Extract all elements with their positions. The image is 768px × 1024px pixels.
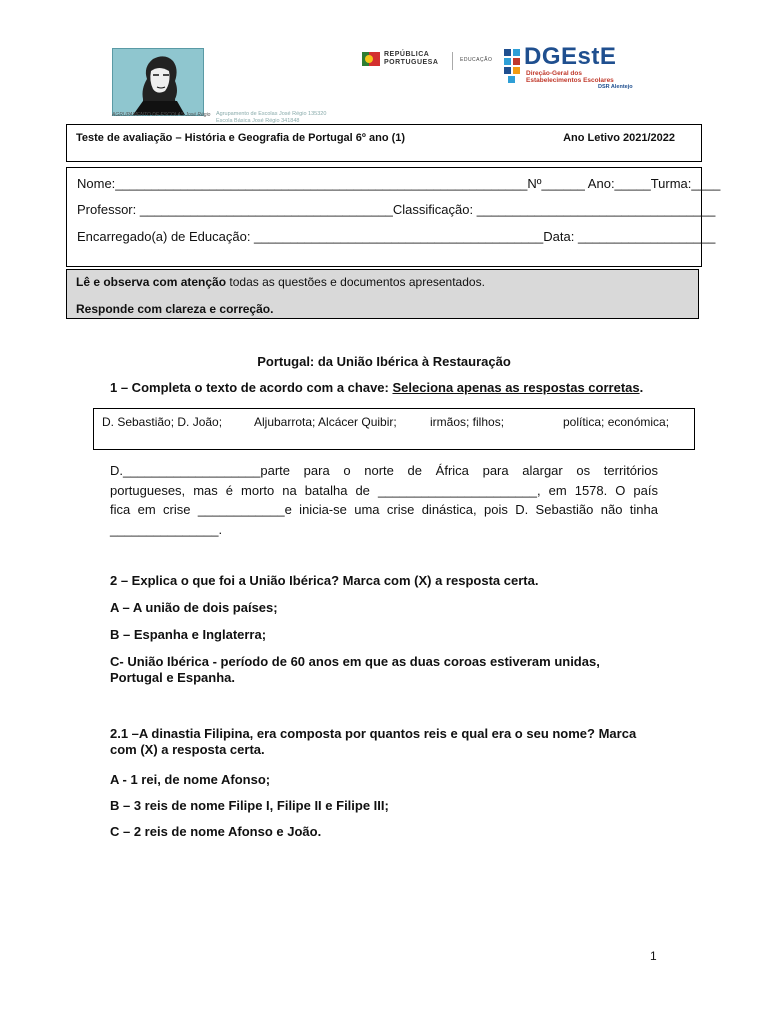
fill-line-1: D.___________________parte para o norte de África para alargar os territórios [110, 463, 658, 478]
republica-text: REPÚBLICA [384, 51, 430, 58]
page-number: 1 [650, 949, 657, 963]
option-2c-line2: Portugal e Espanha. [110, 670, 235, 685]
question-2-1-line2: com (X) a resposta certa. [110, 742, 265, 757]
question-2: 2 – Explica o que foi a União Ibérica? Marca com (X) a resposta certa. [110, 573, 539, 588]
key-item: política; económica; [563, 415, 670, 429]
student-info-box [66, 167, 721, 267]
instruction-rest: todas as questões e documentos apresentados. [226, 275, 485, 289]
name-field[interactable]: Nome:_________________________________________________________Nº______ Ano:_____Turma:____ [77, 176, 721, 191]
header-separator [452, 52, 453, 70]
fill-line-4: _______________. [110, 521, 223, 537]
dgeste-subtitle [526, 70, 614, 84]
question-1-underlined: Seleciona apenas as respostas corretas [392, 380, 640, 395]
instruction-bold: Lê e observa com atenção [76, 275, 227, 289]
school-line-2: Escola Básica José Régio 341848 [216, 118, 300, 124]
instruction-line-1 [76, 275, 485, 289]
school-year: Ano Letivo 2021/2022 [563, 132, 675, 144]
question-1-prefix: 1 – Completa o texto de acordo com a chave: [110, 380, 393, 395]
dgeste-subtitle-line2: Estabelecimentos Escolares [526, 77, 614, 84]
option-21c[interactable]: C – 2 reis de nome Afonso e João. [110, 824, 322, 839]
dgeste-logo-icon [502, 47, 524, 91]
school-address [216, 111, 386, 125]
school-logo-caption: AGRUPAMENTO DE ESCOLAS José Régio [112, 112, 211, 118]
republica-portuguesa-label [384, 51, 438, 67]
option-21a[interactable]: A - 1 rei, de nome Afonso; [110, 772, 271, 787]
option-21b[interactable]: B – 3 reis de nome Filipe I, Filipe II e Filipe III; [110, 798, 389, 813]
option-2a[interactable]: A – A união de dois países; [110, 600, 278, 615]
question-2-1-line1: 2.1 –A dinastia Filipina, era composta por quantos reis e qual era o seu nome? Marca [110, 726, 637, 741]
key-item: D. Sebastião; D. João; [102, 415, 223, 429]
key-item: Aljubarrota; Alcácer Quibir; [254, 415, 397, 429]
test-title-box [66, 124, 702, 162]
portugal-flag-icon [362, 52, 380, 66]
professor-field[interactable]: Professor: ___________________________________Classificação: _________________________________ [77, 202, 716, 217]
dgeste-subtitle-line1: Direção-Geral dos [526, 70, 582, 77]
dgeste-title: DGEstE [524, 43, 617, 70]
option-2c-line1: C- União Ibérica - período de 60 anos em que as duas coroas estiveram unidas, [110, 654, 600, 669]
fill-in-text[interactable] [110, 461, 658, 539]
question-1 [110, 380, 643, 395]
key-item: irmãos; filhos; [430, 415, 505, 429]
dgeste-region: DSR Alentejo [598, 84, 633, 90]
option-2c[interactable] [110, 654, 600, 685]
school-line-1: Agrupamento de Escolas José Régio 135320 [216, 111, 327, 117]
school-logo [112, 48, 204, 116]
question-1-suffix: . [639, 380, 644, 395]
educacao-label: EDUCAÇÃO [460, 57, 493, 63]
test-title: Teste de avaliação – História e Geografia de Portugal 6º ano (1) [76, 132, 406, 144]
instructions-box [66, 269, 699, 319]
answer-key-box [93, 408, 695, 450]
fill-line-2: portugueses, mas é morto na batalha de ______________________, em 1578. O país [110, 482, 658, 498]
guardian-field[interactable]: Encarregado(a) de Educação: ________________________________________Data: ___________________ [77, 229, 716, 244]
section-title: Portugal: da União Ibérica à Restauração [257, 354, 511, 369]
instruction-line-2: Responde com clareza e correção. [76, 302, 274, 316]
option-2b[interactable]: B – Espanha e Inglaterra; [110, 627, 267, 642]
fill-line-3: fica em crise ____________e inicia-se uma crise dinástica, pois D. Sebastião não tinha [110, 502, 658, 517]
portuguesa-text: PORTUGUESA [384, 59, 439, 66]
question-2-1 [110, 726, 636, 757]
